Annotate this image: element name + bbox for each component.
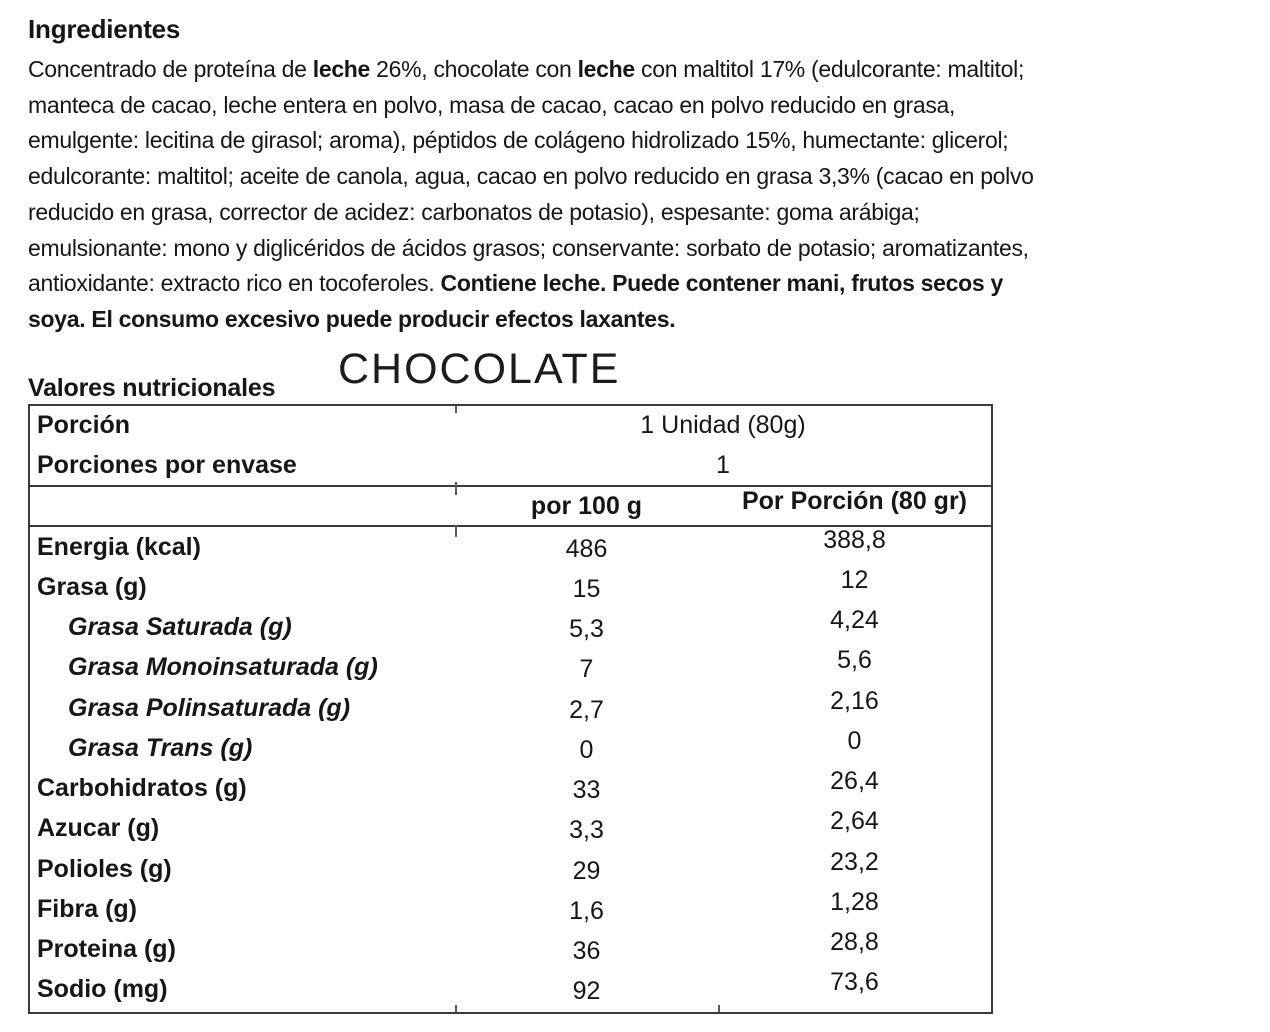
nutrient-row [30,527,991,567]
nutrient-row [30,608,991,648]
per-portion-value: 5,6 [837,646,872,675]
per-100g-value: 36 [572,937,601,966]
ingredients-line [28,302,1263,338]
nutrient-row [30,648,991,688]
per-portion-value: 0 [847,726,862,755]
ingredients-line [28,88,1263,124]
ingredients-line [28,123,1263,159]
serving-label: Porciones por envase [37,450,297,479]
nutrient-label: Polioles (g) [37,854,172,883]
per-100g-value: 486 [565,534,608,563]
per-portion-value: 23,2 [830,847,879,876]
nutrient-row [30,889,991,929]
ingredients-text-segment: emulgente: lecitina de girasol; aroma), péptidos de colágeno hidrolizado 15%, humectante: glicerol; [28,127,1009,154]
column-tick [455,525,457,537]
per-portion-value: 388,8 [823,525,886,554]
column-tick [455,1005,457,1012]
column-tick [455,482,457,495]
per-portion-value: 4,24 [830,606,879,635]
per-portion-value: 1,28 [830,887,879,916]
serving-value: 1 Unidad (80g) [640,411,806,440]
per-portion-value: 73,6 [830,968,879,997]
nutrient-row [30,809,991,849]
nutrient-row [30,769,991,809]
nutrient-label: Grasa Polinsaturada (g) [68,693,351,722]
ingredients-text-segment: antioxidante: extracto rico en tocoferoles. [28,270,441,297]
per-100g-value: 29 [572,856,601,885]
ingredients-text-segment: emulsionante: mono y diglicéridos de ácidos grasos; conservante: sorbato de potasio; aromatizantes, [28,234,1029,261]
nutrient-row [30,728,991,768]
nutrient-label: Grasa Trans (g) [68,733,253,762]
ingredients-text-segment: reducido en grasa, corrector de acidez: carbonatos de potasio), espesante: goma arábiga; [28,198,920,225]
ingredients-heading: Ingredientes [28,14,181,44]
nutrition-values-heading: Valores nutricionales [28,374,276,402]
per-100g-value: 5,3 [569,615,604,644]
per-100g-value: 33 [572,776,601,805]
nutrient-label: Grasa (g) [37,572,147,601]
per-100g-value: 1,6 [569,896,604,925]
column-tick [455,406,457,413]
column-tick [718,1005,720,1012]
nutrient-label: Carbohidratos (g) [37,774,247,803]
serving-value: 1 [716,450,730,479]
ingredients-line [28,266,1263,302]
per-100g-value: 2,7 [569,695,604,724]
nutrient-label: Fibra (g) [37,894,137,923]
ingredients-bold-text: Contiene leche. Puede contener mani, frutos secos y [440,270,1003,297]
ingredients-line [28,159,1263,195]
per-portion-value: 2,64 [830,807,879,836]
nutrient-label: Sodio (mg) [37,975,168,1004]
column-header-per-portion: Por Porción (80 gr) [741,486,968,515]
ingredients-section [28,14,1263,338]
product-title: CHOCOLATE [338,345,621,393]
serving-label: Porción [37,411,131,440]
nutrient-label: Azucar (g) [37,814,160,843]
per-100g-value: 7 [579,655,594,684]
nutrient-row [30,688,991,728]
nutrient-label: Proteina (g) [37,935,176,964]
nutrient-label: Grasa Monoinsaturada (g) [68,653,378,682]
ingredients-line [28,231,1263,267]
per-portion-value: 2,16 [830,686,879,715]
serving-row [30,446,991,486]
serving-row [30,406,991,446]
per-100g-value: 15 [572,574,601,603]
nutrient-label: Energia (kcal) [37,532,201,561]
ingredients-bold-text: soya. El consumo excesivo puede producir efectos laxantes. [28,305,676,332]
ingredients-text-segment: con maltitol 17% (edulcorante: maltitol; [634,56,1025,82]
per-100g-value: 3,3 [569,816,604,845]
ingredients-line [28,52,1263,88]
nutrient-row [30,567,991,607]
ingredients-bold-text: leche [577,56,635,82]
serving-section [30,406,991,487]
table-header-row [30,487,991,527]
nutrient-label: Grasa Saturada (g) [68,613,292,642]
per-100g-value: 92 [572,977,601,1006]
ingredients-line [28,195,1263,231]
per-100g-value: 0 [579,735,594,764]
per-portion-value: 12 [840,565,869,594]
ingredients-text-segment: manteca de cacao, leche entera en polvo, masa de cacao, cacao en polvo reducido en grasa, [28,91,956,118]
ingredients-text-segment: 26%, chocolate con [370,56,578,82]
per-portion-value: 26,4 [830,767,879,796]
nutrient-row [30,970,991,1010]
ingredients-text [28,52,1263,338]
nutrient-row [30,930,991,970]
nutrient-row [30,849,991,889]
ingredients-text-segment: Concentrado de proteína de [28,56,313,82]
nutrient-rows [30,527,991,1010]
nutrition-table [28,404,993,1014]
column-header-per-100g: por 100 g [530,491,643,520]
ingredients-text-segment: edulcorante: maltitol; aceite de canola, agua, cacao en polvo reducido en grasa 3,3% (cacao en polvo [28,163,1034,190]
ingredients-bold-text: leche [312,56,371,82]
per-portion-value: 28,8 [830,928,879,957]
